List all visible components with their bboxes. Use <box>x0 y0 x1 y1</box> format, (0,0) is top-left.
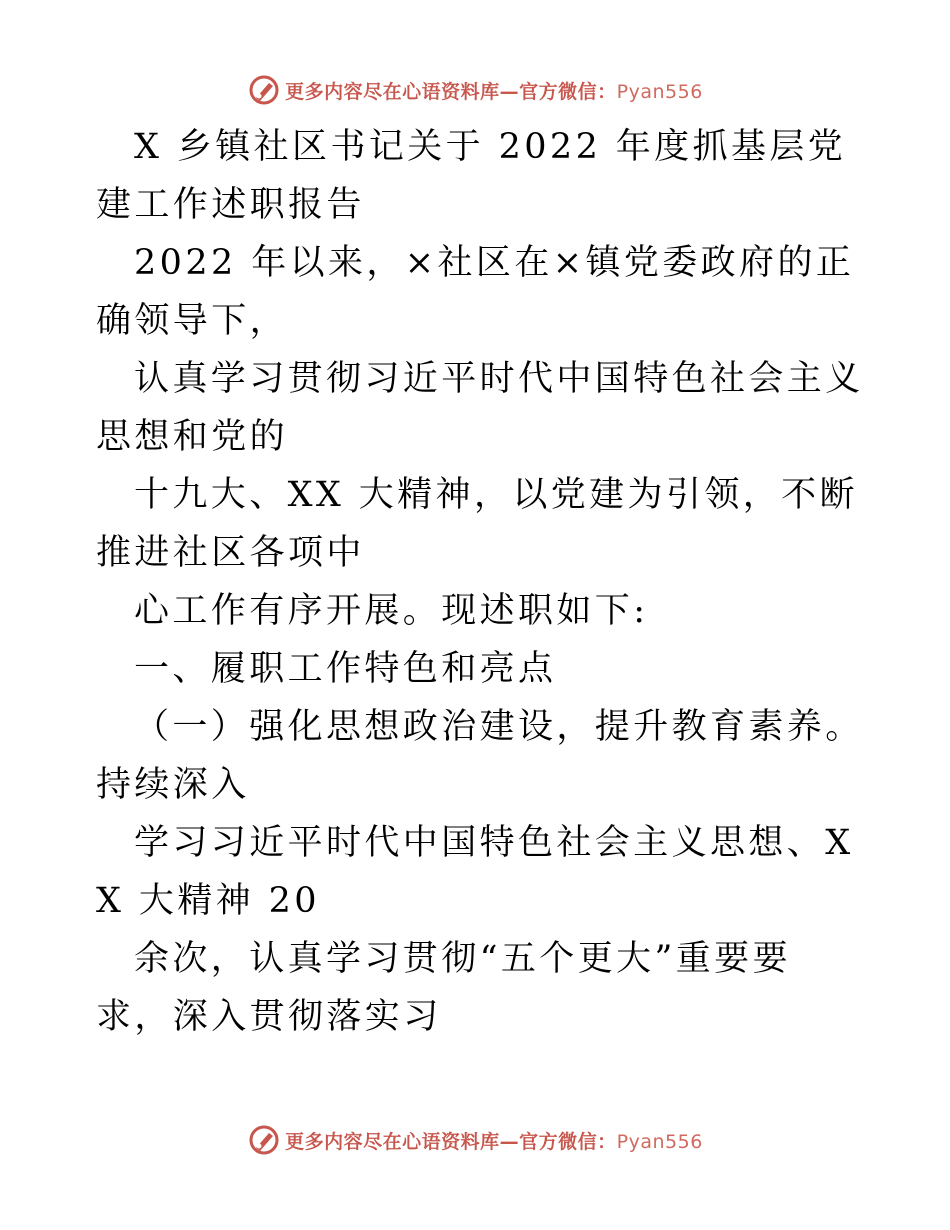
paragraph: 心工作有序开展。现述职如下: <box>134 591 649 631</box>
red-pen-seal-icon <box>247 1123 281 1157</box>
paragraph: 余次，认真学习贯彻“五个更大”重要要求，深入贯彻落实习 <box>96 939 791 1037</box>
paragraph: 认真学习贯彻习近平时代中国特色社会主义思想和党的 <box>96 359 864 457</box>
document-title: X 乡镇社区书记关于 2022 年度抓基层党建工作述职报告 <box>96 127 847 225</box>
watermark-header <box>0 70 950 110</box>
paragraph: 学习习近平时代中国特色社会主义思想、XX 大精神 20 <box>96 823 854 921</box>
subsection-heading: （一）强化思想政治建设，提升教育素养。持续深入 <box>96 707 864 805</box>
section-heading: 一、履职工作特色和亮点 <box>134 649 557 689</box>
watermark-text: 更多内容尽在心语资料库—官方微信：Pyan556 <box>285 80 703 103</box>
red-pen-seal-icon <box>247 73 281 107</box>
watermark-footer <box>0 1120 950 1160</box>
paragraph: 十九大、XX 大精神，以党建为引领，不断推进社区各项中 <box>96 475 858 573</box>
paragraph: 2022 年以来，×社区在×镇党委政府的正确领导下， <box>96 243 855 341</box>
watermark-text: 更多内容尽在心语资料库—官方微信：Pyan556 <box>285 1130 703 1153</box>
document-body <box>96 118 866 1046</box>
